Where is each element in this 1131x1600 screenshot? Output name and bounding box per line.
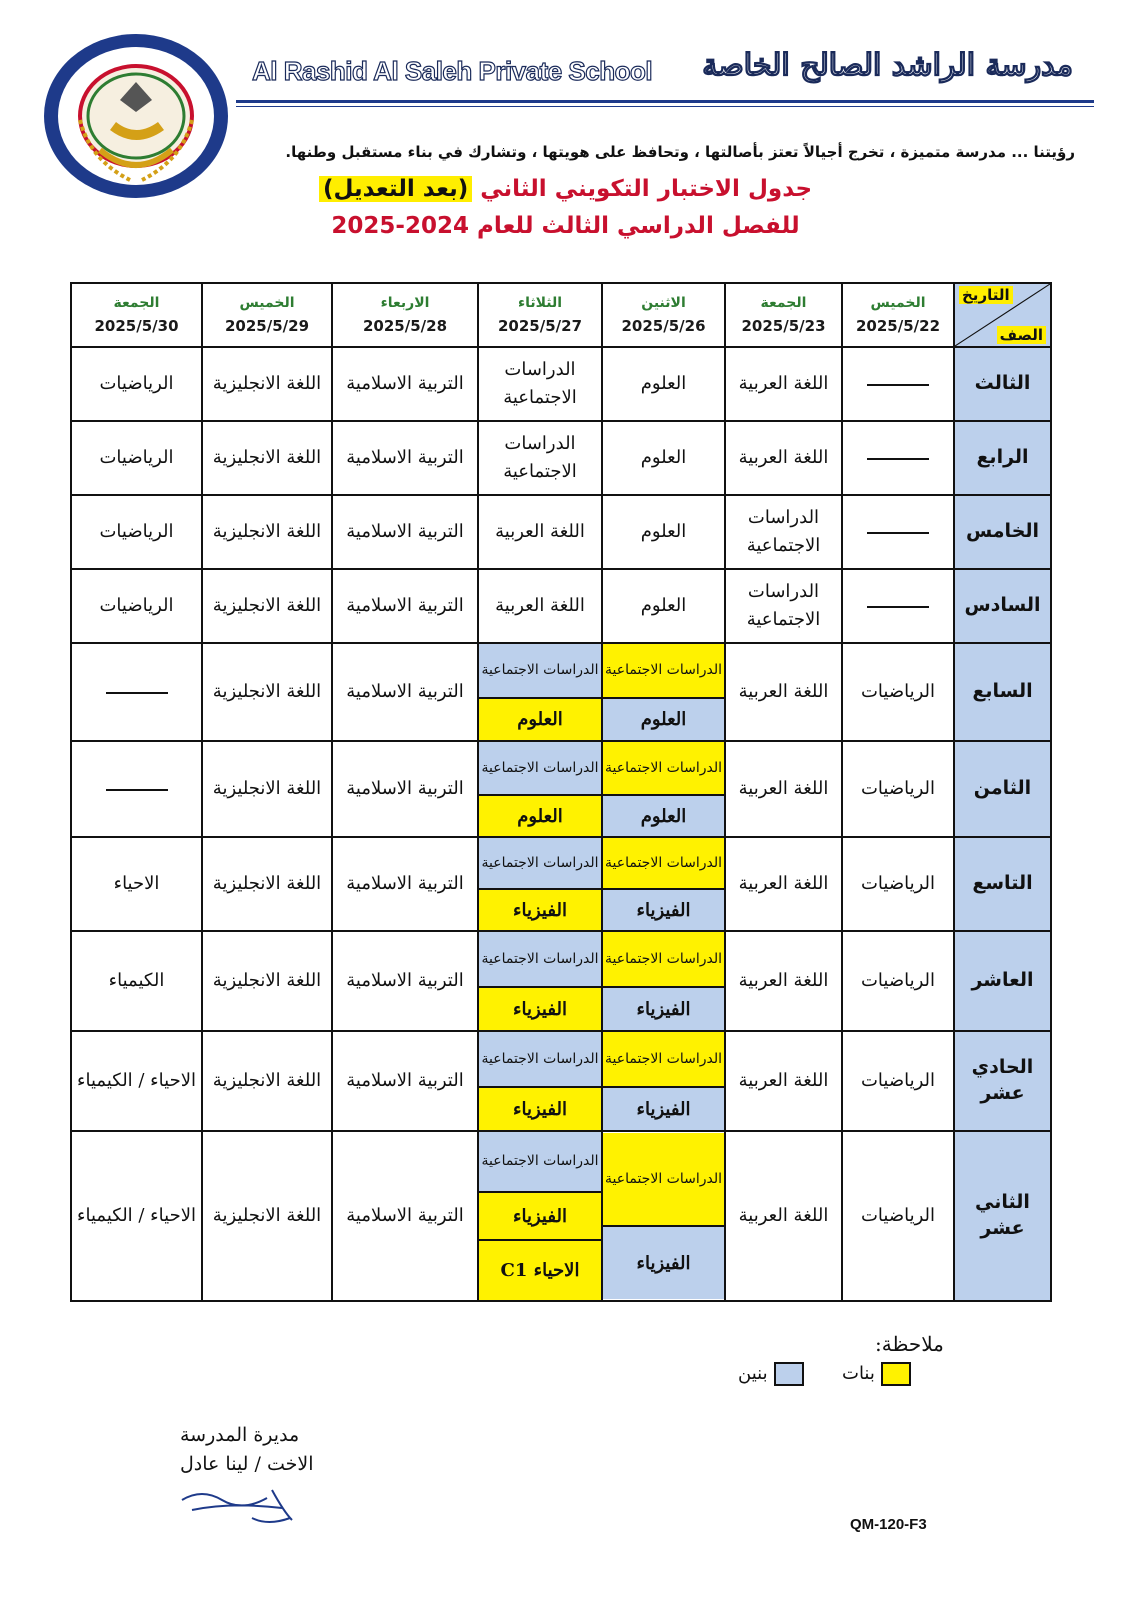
subject-cell: اللغة الانجليزية	[202, 569, 332, 643]
column-header: الثلاثاء 2025/5/27	[478, 283, 602, 347]
school-name-english: Al Rashid Al Saleh Private School	[252, 56, 653, 86]
no-exam-dash	[867, 384, 929, 386]
split-cell	[478, 643, 602, 741]
subject-cell: اللغة الانجليزية	[202, 931, 332, 1031]
subject-cell: اللغة العربية	[478, 569, 602, 643]
subject-cell: اللغة العربية	[725, 421, 842, 495]
girls-boys-subject: العلوم	[603, 697, 724, 740]
legend-girls-label: بنات	[842, 1363, 875, 1384]
subject-cell: اللغة الانجليزية	[202, 1131, 332, 1301]
girls-subject: الدراسات الاجتماعية	[603, 1133, 724, 1225]
subject-cell: الدراسات الاجتماعية	[725, 569, 842, 643]
subject-cell: التربية الاسلامية	[332, 495, 478, 569]
subject-cell: الكيمياء	[71, 931, 202, 1031]
subject-cell: اللغة الانجليزية	[202, 347, 332, 421]
grade-cell: العاشر	[954, 931, 1051, 1031]
table-row	[71, 1131, 1051, 1301]
corner-date-label: التاريخ	[959, 286, 1013, 304]
girls-boys-subject: العلوم	[479, 794, 601, 836]
subject-cell: التربية الاسلامية	[332, 347, 478, 421]
subject-cell: التربية الاسلامية	[332, 741, 478, 837]
girls-boys-subject: الفيزياء	[603, 888, 724, 930]
empty-cell	[71, 643, 202, 741]
subject-cell: الدراسات الاجتماعية	[478, 347, 602, 421]
girls-boys-subject: الفيزياء	[603, 986, 724, 1030]
subject-cell: التربية الاسلامية	[332, 1131, 478, 1301]
title-main: جدول الاختبار التكويني الثاني	[480, 176, 813, 202]
subject-cell: اللغة العربية	[478, 495, 602, 569]
girls-boys-subject: الدراسات الاجتماعية	[603, 742, 724, 794]
column-header: الخميس 2025/5/22	[842, 283, 954, 347]
split-cell	[602, 643, 725, 741]
form-code: QM-120-F3	[850, 1516, 927, 1533]
subject-cell: الرياضيات	[842, 837, 954, 931]
boys-subject: الدراسات الاجتماعية	[479, 1132, 601, 1191]
subject-cell: الرياضيات	[842, 1031, 954, 1131]
note-title: ملاحظة:	[875, 1332, 944, 1356]
legend-boys	[738, 1362, 804, 1386]
subject-cell: اللغة الانجليزية	[202, 643, 332, 741]
vision-statement: رؤيتنا ... مدرسة متميزة ، تخرج أجيالاً تعتز بأصالتها ، وتحافظ على هويتها ، وتشارك في بناء مستقبل وطنها.	[285, 143, 1075, 161]
subject-cell: اللغة الانجليزية	[202, 837, 332, 931]
table-row	[71, 837, 1051, 931]
girls-boys-subject: العلوم	[479, 697, 601, 740]
grade-cell: الثاني عشر	[954, 1131, 1051, 1301]
exam-schedule-table	[70, 282, 1052, 1302]
subject-cell: اللغة العربية	[725, 931, 842, 1031]
boys-subject: الفيزياء	[603, 1225, 724, 1299]
subject-cell: التربية الاسلامية	[332, 421, 478, 495]
empty-cell	[842, 421, 954, 495]
grade-cell: الحادي عشر	[954, 1031, 1051, 1131]
no-exam-dash	[867, 606, 929, 608]
split-cell	[602, 931, 725, 1031]
girls-boys-subject: الدراسات الاجتماعية	[479, 742, 601, 794]
legend-boys-swatch	[774, 1362, 804, 1386]
no-exam-dash	[106, 789, 168, 791]
girls-boys-subject: الفيزياء	[479, 1086, 601, 1130]
girls-boys-subject: العلوم	[603, 794, 724, 836]
table-row	[71, 1031, 1051, 1131]
legend-boys-label: بنين	[738, 1363, 768, 1384]
principal-name: الاخت / لينا عادل	[180, 1453, 314, 1475]
split-cell	[478, 837, 602, 931]
split-cell	[602, 1031, 725, 1131]
table-row	[71, 421, 1051, 495]
split-cell	[602, 741, 725, 837]
signature	[172, 1470, 312, 1530]
subject-cell: التربية الاسلامية	[332, 837, 478, 931]
subject-cell: اللغة الانجليزية	[202, 1031, 332, 1131]
girls-boys-subject: الدراسات الاجتماعية	[603, 1032, 724, 1086]
subject-cell: الاحياء / الكيمياء	[71, 1131, 202, 1301]
girls-boys-subject: الدراسات الاجتماعية	[479, 644, 601, 697]
subject-cell: الرياضيات	[842, 643, 954, 741]
subject-cell: اللغة العربية	[725, 1131, 842, 1301]
header-row	[71, 283, 1051, 347]
subject-cell: الاحياء / الكيمياء	[71, 1031, 202, 1131]
empty-cell	[842, 495, 954, 569]
table-row	[71, 347, 1051, 421]
no-exam-dash	[106, 692, 168, 694]
page-subtitle: للفصل الدراسي الثالث للعام 2024-2025	[331, 213, 800, 239]
subject-cell: الدراسات الاجتماعية	[478, 421, 602, 495]
girls-subject: الفيزياء	[479, 1191, 601, 1239]
table-row	[71, 643, 1051, 741]
subject-cell: التربية الاسلامية	[332, 931, 478, 1031]
split-cell	[478, 1131, 602, 1301]
subject-cell: التربية الاسلامية	[332, 1031, 478, 1131]
grade-cell: السابع	[954, 643, 1051, 741]
subject-cell: الرياضيات	[842, 741, 954, 837]
table-row	[71, 741, 1051, 837]
split-cell	[478, 741, 602, 837]
subject-cell: اللغة العربية	[725, 643, 842, 741]
legend-girls	[842, 1362, 911, 1386]
subject-cell: الدراسات الاجتماعية	[725, 495, 842, 569]
girls-boys-subject: الدراسات الاجتماعية	[603, 838, 724, 888]
empty-cell	[842, 347, 954, 421]
column-header: الجمعة 2025/5/30	[71, 283, 202, 347]
subject-cell: اللغة الانجليزية	[202, 421, 332, 495]
girls-boys-subject: الدراسات الاجتماعية	[479, 838, 601, 888]
subject-cell: اللغة الانجليزية	[202, 495, 332, 569]
table-row	[71, 569, 1051, 643]
grade-cell: الثالث	[954, 347, 1051, 421]
subject-cell: اللغة الانجليزية	[202, 741, 332, 837]
empty-cell	[842, 569, 954, 643]
subject-cell: الرياضيات	[71, 421, 202, 495]
girls-boys-subject: الدراسات الاجتماعية	[603, 932, 724, 986]
legend-girls-swatch	[881, 1362, 911, 1386]
corner-grade-label: الصف	[997, 326, 1046, 344]
girls-boys-subject: الدراسات الاجتماعية	[479, 1032, 601, 1086]
girls-boys-subject: الدراسات الاجتماعية	[479, 932, 601, 986]
grade-cell: السادس	[954, 569, 1051, 643]
principal-title: مديرة المدرسة	[180, 1424, 300, 1446]
page-title	[0, 176, 1131, 202]
grade-cell: الرابع	[954, 421, 1051, 495]
column-header: الخميس 2025/5/29	[202, 283, 332, 347]
no-exam-dash	[867, 458, 929, 460]
girls-boys-subject: الفيزياء	[603, 1086, 724, 1130]
subject-cell: الاحياء	[71, 837, 202, 931]
subject-cell: الرياضيات	[71, 347, 202, 421]
corner-header	[954, 283, 1051, 347]
header-rule-thin	[236, 106, 1094, 107]
girls-subject: الاحياء C1	[479, 1239, 601, 1300]
subject-cell: الرياضيات	[842, 931, 954, 1031]
column-header: الجمعة 2025/5/23	[725, 283, 842, 347]
subject-cell: التربية الاسلامية	[332, 569, 478, 643]
school-name-arabic: مدرسة الراشد الصالح الخاصة	[702, 48, 1073, 83]
subject-cell: التربية الاسلامية	[332, 643, 478, 741]
subject-cell: العلوم	[602, 495, 725, 569]
split-cell	[478, 1031, 602, 1131]
no-exam-dash	[867, 532, 929, 534]
subject-cell: الرياضيات	[71, 569, 202, 643]
subject-cell: الرياضيات	[842, 1131, 954, 1301]
subject-cell: اللغة العربية	[725, 741, 842, 837]
split-cell	[602, 837, 725, 931]
grade-cell: التاسع	[954, 837, 1051, 931]
subject-cell: الرياضيات	[71, 495, 202, 569]
column-header: الاربعاء 2025/5/28	[332, 283, 478, 347]
subject-cell: العلوم	[602, 347, 725, 421]
header-rule	[236, 100, 1094, 103]
subject-cell: اللغة العربية	[725, 347, 842, 421]
subject-cell: العلوم	[602, 421, 725, 495]
subject-cell: اللغة العربية	[725, 1031, 842, 1131]
split-cell	[478, 931, 602, 1031]
column-header: الاثنين 2025/5/26	[602, 283, 725, 347]
girls-boys-subject: الدراسات الاجتماعية	[603, 644, 724, 697]
empty-cell	[71, 741, 202, 837]
subject-cell: اللغة العربية	[725, 837, 842, 931]
grade-cell: الخامس	[954, 495, 1051, 569]
grade-cell: الثامن	[954, 741, 1051, 837]
split-cell	[602, 1131, 725, 1301]
table-row	[71, 495, 1051, 569]
table-row	[71, 931, 1051, 1031]
girls-boys-subject: الفيزياء	[479, 986, 601, 1030]
title-highlight: (بعد التعديل)	[319, 176, 472, 202]
girls-boys-subject: الفيزياء	[479, 888, 601, 930]
subject-cell: العلوم	[602, 569, 725, 643]
